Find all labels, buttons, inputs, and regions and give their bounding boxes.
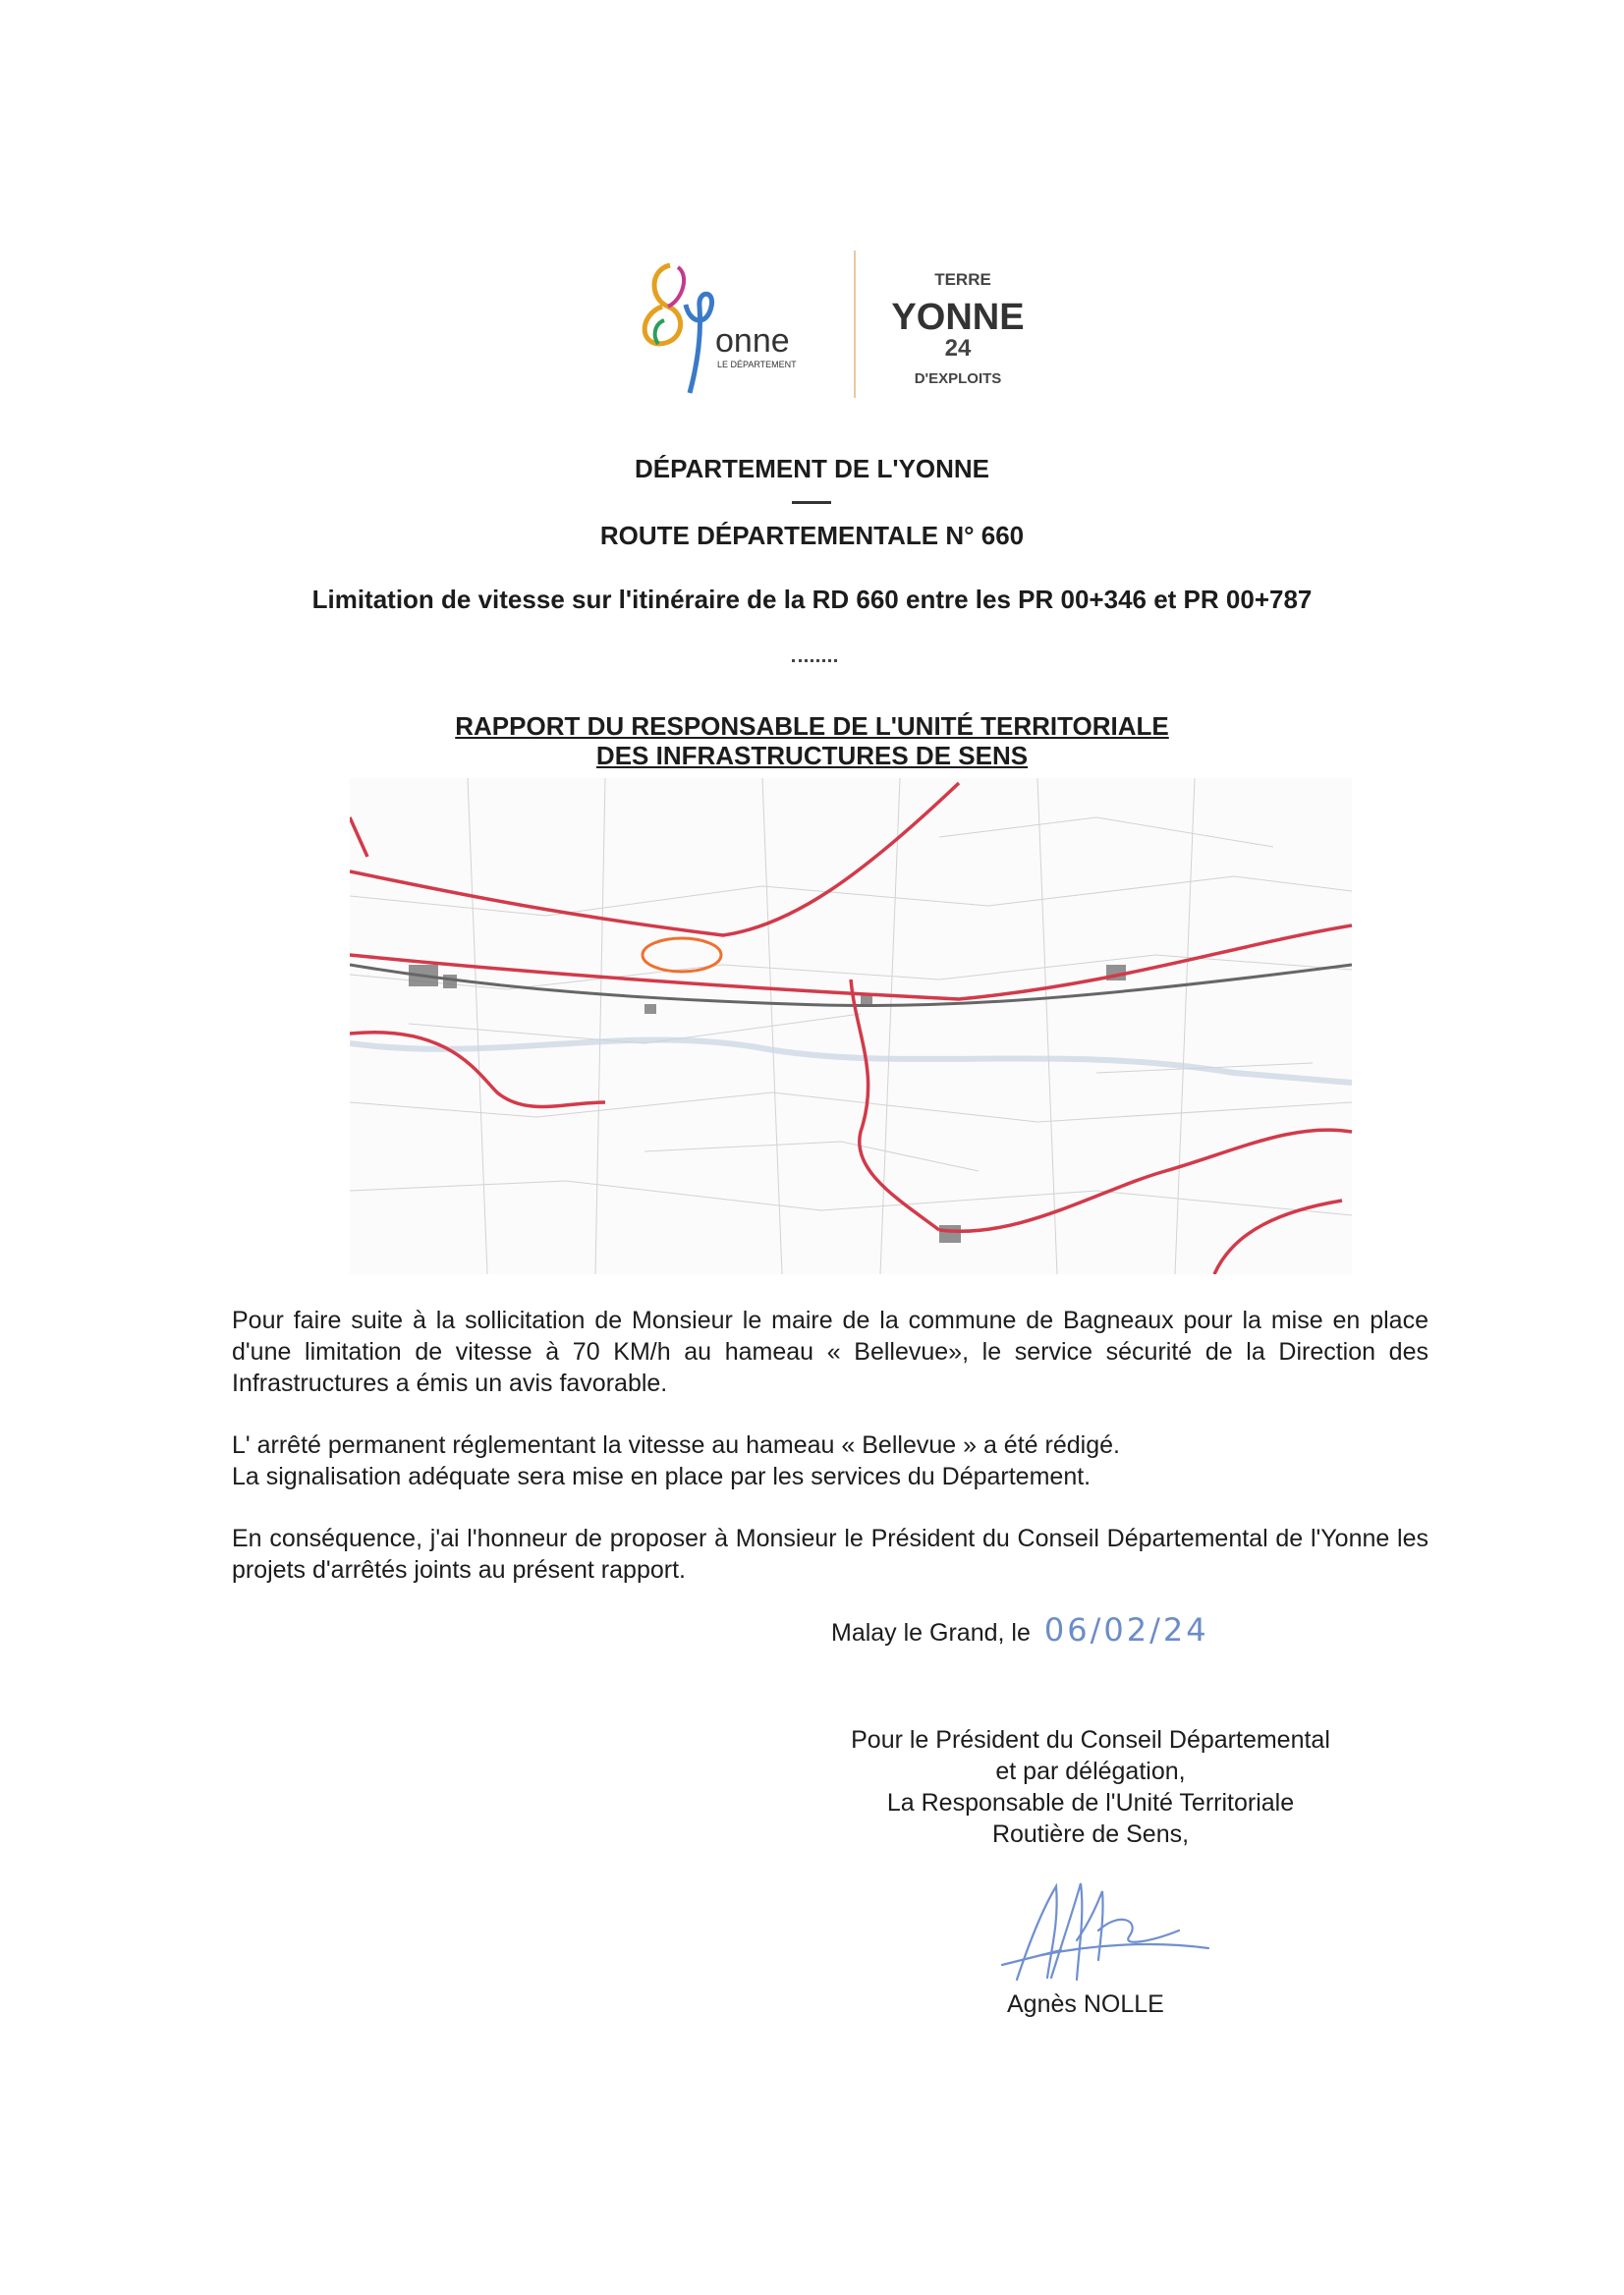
heading-separator	[792, 501, 831, 504]
location-map	[350, 778, 1352, 1274]
subject-heading: Limitation de vitesse sur l'itinéraire de la RD 660 entre les PR 00+346 et PR 00+787	[311, 585, 1313, 614]
yonne-logo	[629, 246, 1051, 403]
handwritten-signature	[982, 1872, 1238, 1989]
sig-line2: et par délégation,	[995, 1758, 1186, 1785]
logo-wordmark: onne	[715, 322, 790, 360]
sig-line1: Pour le Président du Conseil Départemental	[851, 1726, 1330, 1754]
report-title-line1: RAPPORT DU RESPONSABLE DE L'UNITÉ TERRITORIALE	[455, 711, 1169, 741]
paragraph-decree	[232, 1429, 1428, 1492]
handwritten-date: 06/02/24	[1043, 1611, 1209, 1649]
place-date	[831, 1611, 1209, 1649]
logo-subtitle: LE DÉPARTEMENT	[717, 360, 797, 369]
map-image	[350, 778, 1352, 1274]
signature-block	[815, 1724, 1366, 1850]
signer-name: Agnès NOLLE	[1007, 1990, 1164, 2018]
report-title-line2: DES INFRASTRUCTURES DE SENS	[595, 741, 1029, 770]
route-heading: ROUTE DÉPARTEMENTALE N° 660	[599, 521, 1025, 550]
paragraph-decree-line2: La signalisation adéquate sera mise en place par les services du Département.	[232, 1463, 1092, 1490]
report-title	[0, 711, 1624, 770]
logo-exploits: D'EXPLOITS	[914, 370, 1002, 387]
place-text: Malay le Grand, le	[831, 1619, 1031, 1647]
paragraph-decree-line1: L' arrêté permanent réglementant la vitesse au hameau « Bellevue » a été rédigé.	[232, 1431, 1120, 1459]
logo-terre: TERRE	[934, 270, 991, 289]
header-logos	[629, 246, 1051, 403]
department-heading: DÉPARTEMENT DE L'YONNE	[634, 454, 990, 483]
logo-number: 24	[944, 335, 972, 362]
sig-line3: La Responsable de l'Unité Territoriale	[886, 1789, 1295, 1817]
sig-line4: Routière de Sens,	[991, 1820, 1190, 1848]
logo-yonne: YONNE	[891, 297, 1025, 338]
paragraph-request: Pour faire suite à la sollicitation de Monsieur le maire de la commune de Bagneaux pour la mise en place d'une limitation de vitesse à 70 KM/h au hameau « Bellevue», le service sécurité de la Direction des Infrastructures a émis un avis favorable.	[232, 1307, 1428, 1397]
dotted-separator	[792, 659, 837, 662]
paragraph-proposal: En conséquence, j'ai l'honneur de proposer à Monsieur le Président du Conseil Départemental de l'Yonne les projets d'arrêtés joints au présent rapport.	[232, 1525, 1428, 1584]
